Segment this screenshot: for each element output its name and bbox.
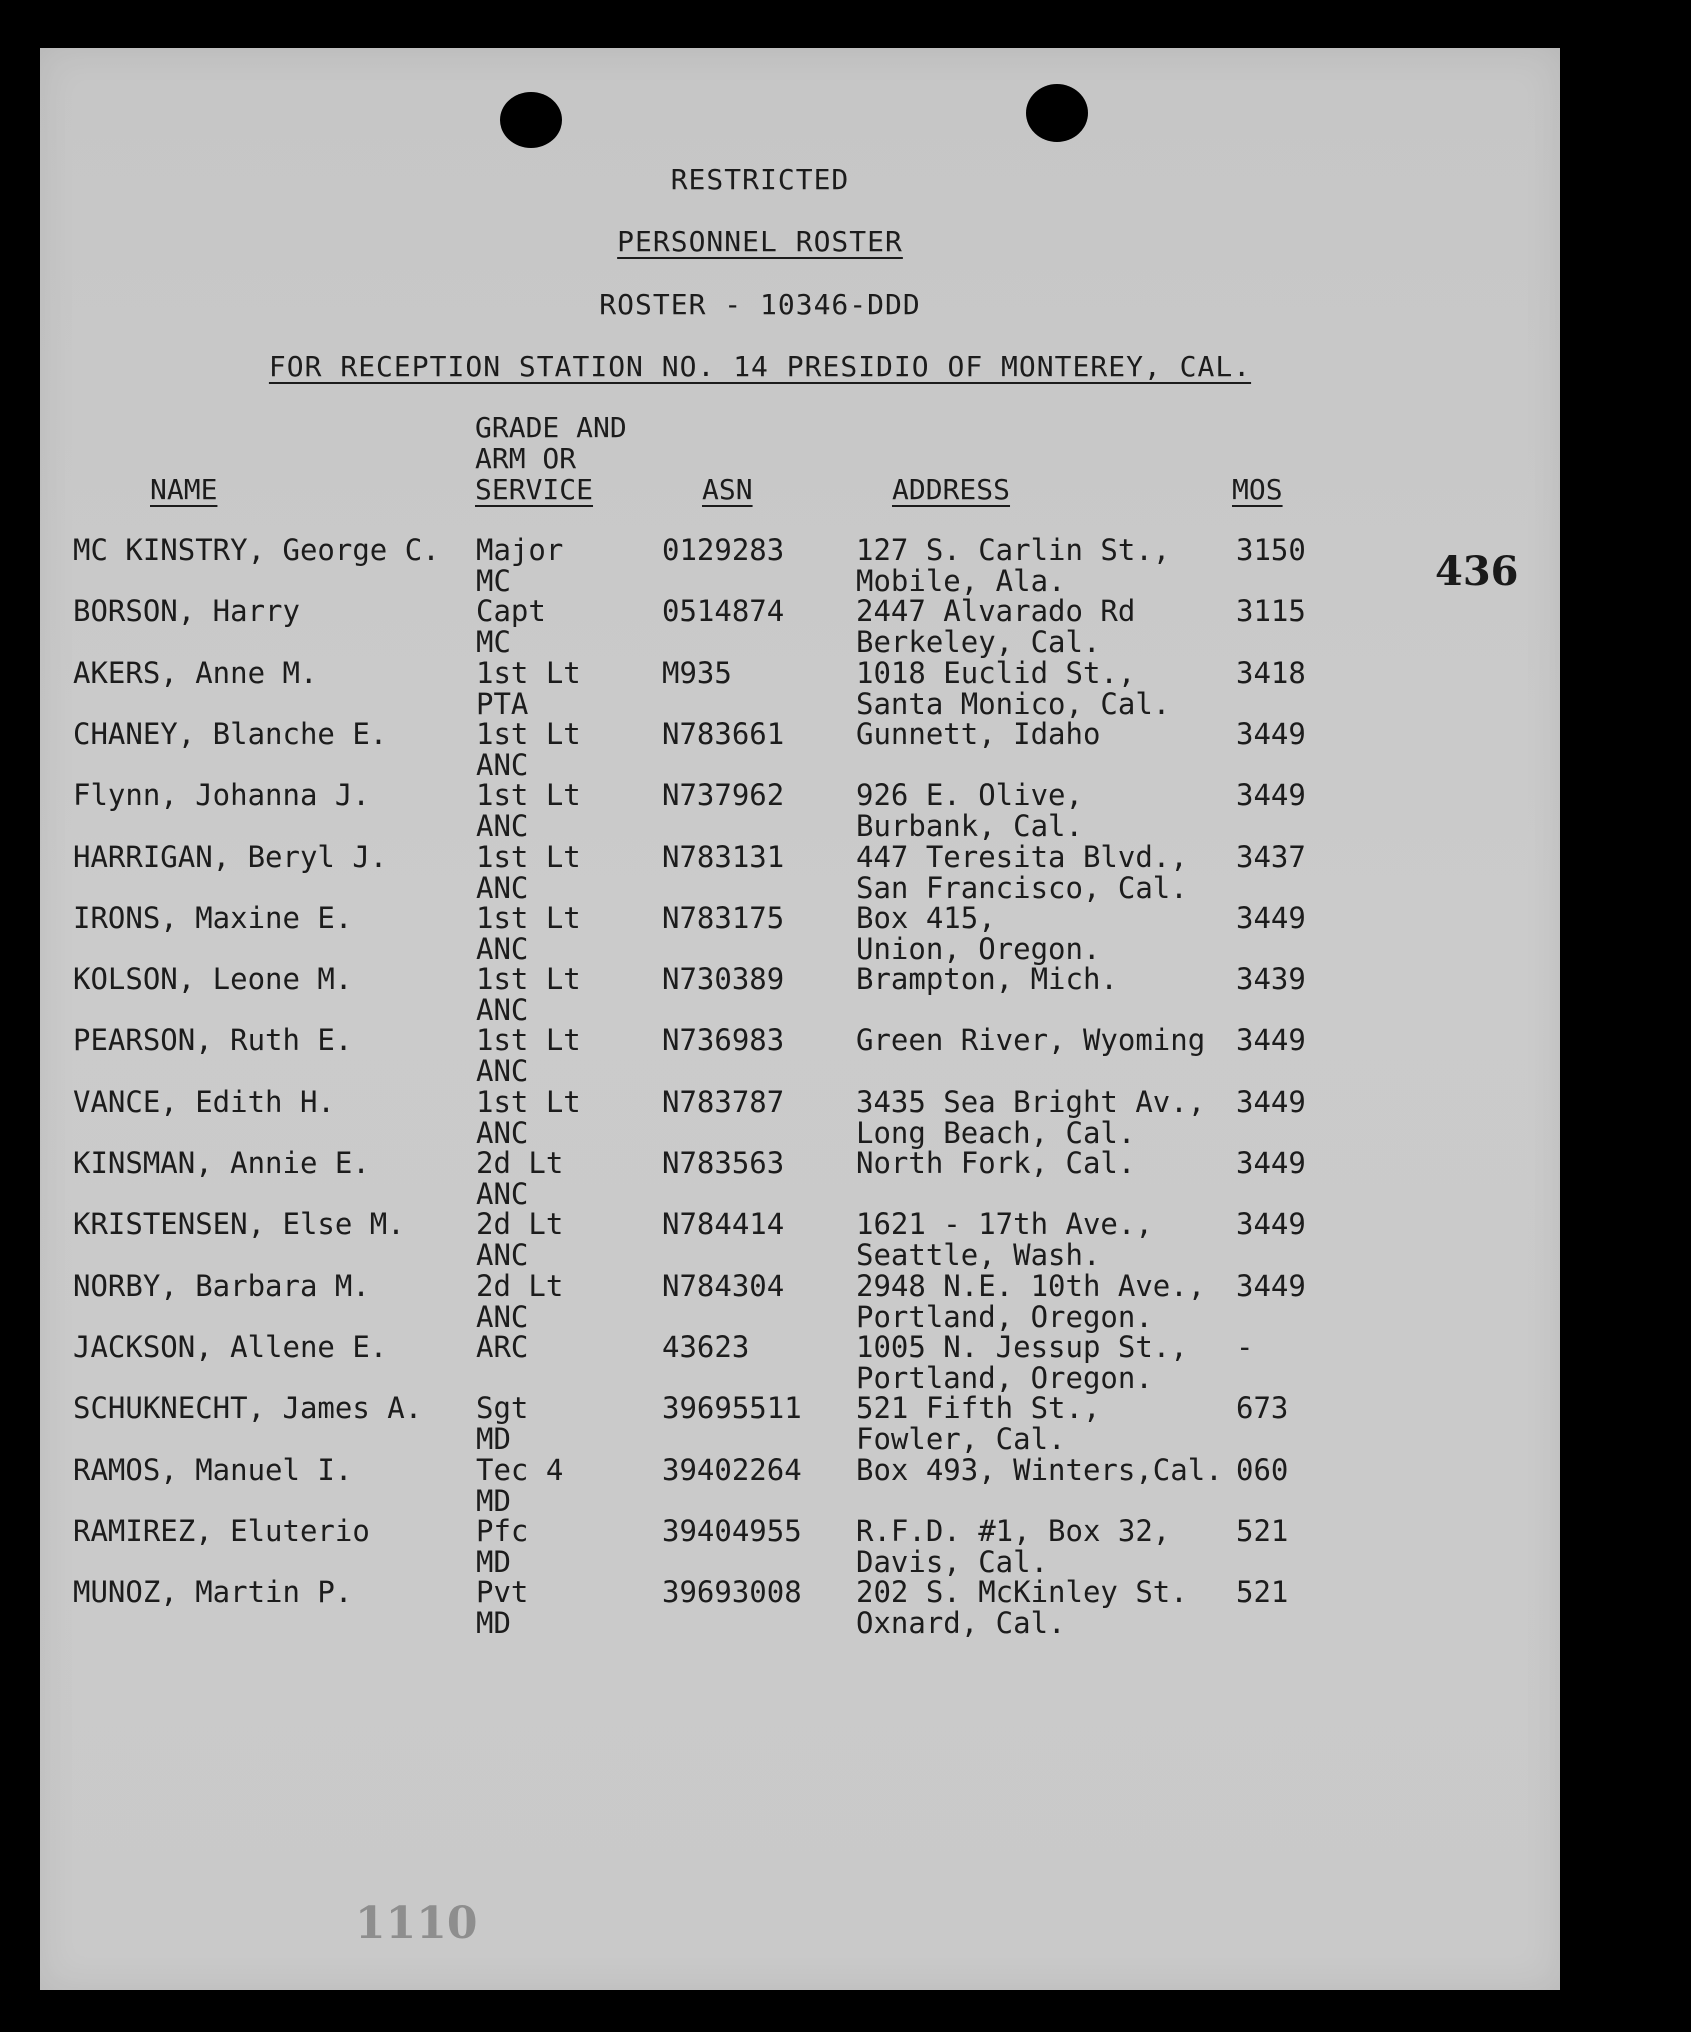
- roster-row-asn: [662, 1393, 802, 1424]
- roster-row-name-line1: BORSON, Harry: [73, 594, 300, 629]
- roster-row-address-line2: Berkeley, Cal.: [856, 625, 1101, 660]
- punch-hole-left: [500, 92, 562, 148]
- roster-row-name-line1: MUNOZ, Martin P.: [73, 1575, 353, 1610]
- roster-row-grade-line1: Sgt: [476, 1391, 529, 1426]
- roster-row-grade: [476, 780, 581, 842]
- station-line-text: FOR RECEPTION STATION NO. 14 PRESIDIO OF MONTEREY, CAL.: [268, 350, 1252, 383]
- roster-row-grade: [476, 839, 581, 905]
- roster-row-name: [73, 1393, 422, 1424]
- roster-row-asn: [662, 1025, 784, 1056]
- station-line: [40, 350, 1480, 383]
- roster-row-grade-line2: ANC: [476, 1115, 529, 1150]
- column-header-name: [150, 474, 217, 505]
- roster-row-grade-line2: ANC: [476, 1238, 529, 1273]
- roster-row-address: [856, 1148, 1135, 1179]
- roster-row-address-line2: Portland, Oregon.: [856, 1360, 1153, 1395]
- roster-row-grade-line2: MD: [476, 1606, 511, 1641]
- page-title: [40, 225, 1480, 258]
- roster-row-address-line2: Oxnard, Cal.: [856, 1606, 1066, 1641]
- roster-row-grade-line2: ANC: [476, 931, 529, 966]
- roster-row-mos: [1236, 1577, 1288, 1608]
- roster-row-name-line1: PEARSON, Ruth E.: [73, 1023, 353, 1058]
- roster-row-address-line1: 1018 Euclid St.,: [856, 655, 1136, 690]
- roster-row-name-line1: RAMOS, Manuel I.: [73, 1452, 353, 1487]
- roster-row-name-line1: MC KINSTRY, George C.: [73, 533, 440, 567]
- roster-row-address-line1: Box 493, Winters,Cal.: [856, 1452, 1223, 1487]
- roster-row-asn: [662, 839, 785, 874]
- roster-row-asn-line1: 0129283: [662, 533, 785, 567]
- roster-row-grade-line2: MD: [476, 1544, 511, 1579]
- roster-row-grade-line1: 1st Lt: [476, 1023, 581, 1058]
- roster-row-address-line1: 127 S. Carlin St.,: [856, 533, 1171, 567]
- roster-row-mos: [1236, 716, 1306, 751]
- roster-row-address: [856, 535, 1170, 597]
- roster-row-mos: [1236, 900, 1306, 935]
- roster-row-name: [73, 655, 318, 690]
- roster-row-grade-line1: 1st Lt: [476, 839, 581, 874]
- roster-row-grade: [476, 1148, 563, 1210]
- roster-row-asn: [662, 1452, 802, 1487]
- roster-row-name: [73, 1513, 370, 1548]
- roster-row-grade: [476, 1209, 563, 1271]
- roster-row-grade: [476, 1577, 528, 1639]
- roster-row-grade-line2: ANC: [476, 1299, 529, 1334]
- classification-label: RESTRICTED: [670, 163, 850, 196]
- roster-row-mos: [1236, 1513, 1289, 1548]
- roster-row-name: [73, 900, 353, 935]
- roster-row-asn-line1: N783175: [662, 900, 785, 935]
- roster-row-grade-line2: MD: [476, 1483, 511, 1518]
- roster-row-asn-line1: N783787: [662, 1084, 785, 1119]
- roster-row-address-line2: Davis, Cal.: [856, 1544, 1049, 1579]
- roster-row-name-line1: JACKSON, Allene E.: [73, 1329, 388, 1364]
- column-header-address: [892, 474, 1010, 505]
- roster-row-mos: [1236, 1329, 1254, 1364]
- roster-row-mos-line1: 521: [1236, 1575, 1289, 1610]
- roster-row-mos-line1: 3449: [1236, 1084, 1306, 1119]
- roster-row-grade-line1: 1st Lt: [476, 1084, 581, 1119]
- column-header-grade-line2: ARM OR: [475, 442, 577, 475]
- roster-row-mos: [1236, 1148, 1306, 1179]
- roster-row-grade-line2: ANC: [476, 747, 529, 782]
- roster-row-name: [73, 1084, 335, 1119]
- column-header-asn-text: ASN: [702, 473, 753, 506]
- roster-row-asn: [662, 1329, 750, 1364]
- roster-row-address-line2: San Francisco, Cal.: [856, 870, 1188, 905]
- roster-row-grade: [476, 1025, 581, 1087]
- bottom-stamp-number: 1110: [355, 1898, 478, 1949]
- roster-row-grade-line2: MC: [476, 625, 511, 660]
- roster-row-asn-line1: 39693008: [662, 1575, 802, 1610]
- roster-row-grade: [476, 964, 581, 1026]
- column-header-mos: [1232, 474, 1283, 505]
- roster-row-name: [73, 716, 388, 751]
- roster-row-grade-line1: 1st Lt: [476, 900, 581, 935]
- roster-row-mos: [1236, 839, 1306, 874]
- roster-row-address: [856, 1268, 1206, 1334]
- roster-row-grade-line1: 2d Lt: [476, 1207, 564, 1242]
- roster-row-grade-line1: 2d Lt: [476, 1268, 564, 1303]
- roster-row-grade-line2: PTA: [476, 686, 529, 721]
- roster-row-asn: [662, 716, 785, 751]
- roster-row-name: [73, 535, 440, 566]
- roster-row-mos: [1236, 964, 1306, 995]
- roster-row-asn: [662, 900, 785, 935]
- roster-row-grade: [476, 1393, 528, 1455]
- roster-row-grade-line2: ANC: [476, 809, 529, 844]
- roster-row-mos-line1: 3449: [1236, 900, 1306, 935]
- roster-row-name: [73, 1577, 352, 1608]
- roster-row-address: [856, 596, 1135, 658]
- roster-row-address-line1: 2447 Alvarado Rd: [856, 594, 1136, 629]
- roster-row-address-line2: Burbank, Cal.: [856, 809, 1083, 844]
- roster-row-grade: [476, 535, 563, 597]
- roster-row-asn: [662, 1577, 802, 1608]
- roster-row-grade-line2: ANC: [476, 1054, 529, 1089]
- roster-row-address-line1: 3435 Sea Bright Av.,: [856, 1084, 1206, 1119]
- roster-row-mos-line1: 3150: [1236, 533, 1306, 567]
- roster-row-grade: [476, 1452, 564, 1518]
- column-header-grade-line3: SERVICE: [475, 473, 594, 506]
- roster-row-name: [73, 1452, 353, 1487]
- roster-row-asn-line1: 43623: [662, 1329, 750, 1364]
- roster-row-asn-line1: 39404955: [662, 1513, 802, 1548]
- roster-row-mos-line1: 3439: [1236, 962, 1306, 997]
- roster-row-asn-line1: N784414: [662, 1207, 785, 1242]
- roster-row-address-line1: R.F.D. #1, Box 32,: [856, 1513, 1171, 1548]
- roster-row-address: [856, 839, 1188, 905]
- roster-row-name-line1: SCHUKNECHT, James A.: [73, 1391, 423, 1426]
- roster-row-address-line1: Gunnett, Idaho: [856, 716, 1101, 751]
- column-header-address-text: ADDRESS: [892, 473, 1011, 506]
- roster-row-asn-line1: N784304: [662, 1268, 785, 1303]
- roster-row-grade: [476, 1084, 581, 1150]
- roster-row-name-line1: AKERS, Anne M.: [73, 655, 318, 690]
- roster-row-mos-line1: 3449: [1236, 716, 1306, 751]
- roster-row-mos: [1236, 1209, 1306, 1240]
- roster-row-asn-line1: 39695511: [662, 1391, 802, 1426]
- roster-row-address-line2: Portland, Oregon.: [856, 1299, 1153, 1334]
- roster-row-mos: [1236, 1268, 1306, 1303]
- roster-row-grade: [476, 716, 581, 782]
- roster-row-address: [856, 1329, 1188, 1395]
- roster-row-grade-line1: Major: [476, 533, 564, 567]
- roster-row-mos-line1: -: [1236, 1329, 1254, 1364]
- roster-row-name-line1: KRISTENSEN, Else M.: [73, 1207, 405, 1242]
- column-header-asn: [702, 474, 753, 505]
- roster-row-address: [856, 716, 1101, 751]
- roster-row-address: [856, 1084, 1206, 1150]
- roster-row-grade-line1: Pvt: [476, 1575, 529, 1610]
- roster-row-name-line1: HARRIGAN, Beryl J.: [73, 839, 388, 874]
- roster-row-mos-line1: 060: [1236, 1452, 1289, 1487]
- roster-row-grade: [476, 1513, 529, 1579]
- roster-row-address: [856, 780, 1083, 842]
- roster-row-asn: [662, 655, 732, 690]
- roster-row-asn: [662, 964, 784, 995]
- roster-row-address-line1: 202 S. McKinley St.: [856, 1575, 1188, 1610]
- column-header-name-text: NAME: [150, 473, 218, 506]
- roster-page: [40, 48, 1560, 1990]
- roster-row-grade: [476, 1268, 564, 1334]
- roster-row-mos: [1236, 1025, 1306, 1056]
- roster-row-mos-line1: 3418: [1236, 655, 1306, 690]
- roster-row-name: [73, 1148, 370, 1179]
- roster-row-grade-line1: 1st Lt: [476, 962, 581, 997]
- roster-row-name: [73, 964, 352, 995]
- roster-row-mos-line1: 521: [1236, 1513, 1289, 1548]
- roster-row-name-line1: NORBY, Barbara M.: [73, 1268, 370, 1303]
- roster-row-mos: [1236, 1452, 1289, 1487]
- roster-row-grade-line1: Capt: [476, 594, 546, 629]
- roster-row-name-line1: KINSMAN, Annie E.: [73, 1146, 370, 1180]
- roster-row-mos: [1236, 655, 1306, 690]
- roster-row-address-line2: Union, Oregon.: [856, 931, 1101, 966]
- roster-row-mos-line1: 673: [1236, 1391, 1289, 1426]
- roster-row-grade-line1: Pfc: [476, 1513, 529, 1548]
- roster-row-mos: [1236, 596, 1306, 627]
- roster-id: ROSTER - 10346-DDD: [599, 288, 921, 321]
- roster-row-mos-line1: 3449: [1236, 1146, 1306, 1180]
- roster-row-asn: [662, 1513, 802, 1548]
- roster-row-grade-line1: 1st Lt: [476, 716, 581, 751]
- roster-row-address: [856, 1513, 1171, 1579]
- roster-row-address-line1: 1621 - 17th Ave.,: [856, 1207, 1153, 1242]
- roster-row-name-line1: CHANEY, Blanche E.: [73, 716, 388, 751]
- roster-row-grade-line2: MC: [476, 564, 511, 598]
- roster-row-asn: [662, 596, 784, 627]
- column-header-grade-line1: GRADE AND: [475, 411, 627, 444]
- roster-row-grade: [476, 1329, 529, 1364]
- roster-row-asn: [662, 1209, 784, 1240]
- roster-row-address-line2: Santa Monico, Cal.: [856, 686, 1171, 721]
- roster-row-address: [856, 1577, 1188, 1639]
- roster-row-name: [73, 1209, 405, 1240]
- roster-row-address: [856, 964, 1118, 995]
- roster-row-mos-line1: 3449: [1236, 1023, 1306, 1058]
- roster-row-address-line1: 1005 N. Jessup St.,: [856, 1329, 1188, 1364]
- roster-row-address-line1: 521 Fifth St.,: [856, 1391, 1101, 1426]
- roster-row-mos: [1236, 780, 1306, 811]
- roster-row-grade-line1: Tec 4: [476, 1452, 564, 1487]
- roster-row-address-line1: Box 415,: [856, 900, 996, 935]
- roster-row-mos-line1: 3449: [1236, 1207, 1306, 1242]
- roster-row-grade: [476, 900, 581, 966]
- roster-row-address: [856, 1452, 1223, 1487]
- roster-row-asn: [662, 1084, 785, 1119]
- roster-row-asn: [662, 535, 784, 566]
- roster-row-asn-line1: 39402264: [662, 1452, 802, 1487]
- roster-row-asn-line1: M935: [662, 655, 732, 690]
- roster-row-grade-line1: 2d Lt: [476, 1146, 564, 1180]
- roster-row-address: [856, 1393, 1100, 1455]
- roster-row-mos-line1: 3115: [1236, 594, 1306, 629]
- roster-row-name-line1: RAMIREZ, Eluterio: [73, 1513, 370, 1548]
- roster-row-asn: [662, 1268, 785, 1303]
- roster-row-name: [73, 596, 300, 627]
- roster-row-address-line2: Fowler, Cal.: [856, 1422, 1066, 1457]
- roster-row-asn-line1: 0514874: [662, 594, 785, 629]
- roster-row-asn-line1: N730389: [662, 962, 785, 997]
- roster-row-name-line1: IRONS, Maxine E.: [73, 900, 353, 935]
- roster-row-address-line2: Mobile, Ala.: [856, 564, 1066, 598]
- roster-row-name-line1: VANCE, Edith H.: [73, 1084, 335, 1119]
- roster-row-address: [856, 900, 1101, 966]
- roster-row-address-line1: 447 Teresita Blvd.,: [856, 839, 1188, 874]
- roster-row-grade: [476, 596, 546, 658]
- roster-row-asn-line1: N737962: [662, 778, 785, 813]
- roster-row-name: [73, 780, 370, 811]
- roster-row-grade-line2: ANC: [476, 1177, 529, 1211]
- roster-row-grade: [476, 655, 581, 721]
- roster-row-asn: [662, 780, 784, 811]
- roster-row-asn-line1: N783661: [662, 716, 785, 751]
- roster-row-asn-line1: N736983: [662, 1023, 785, 1058]
- column-header-mos-text: MOS: [1232, 473, 1283, 506]
- column-header-grade: [475, 412, 627, 505]
- punch-hole-right: [1026, 84, 1088, 142]
- roster-row-grade-line2: ANC: [476, 993, 529, 1028]
- roster-row-grade-line2: MD: [476, 1422, 511, 1457]
- roster-row-address-line1: North Fork, Cal.: [856, 1146, 1136, 1180]
- roster-row-address-line1: 2948 N.E. 10th Ave.,: [856, 1268, 1206, 1303]
- page-title-text: PERSONNEL ROSTER: [617, 225, 903, 258]
- roster-row-mos-line1: 3449: [1236, 778, 1306, 813]
- roster-row-grade-line1: 1st Lt: [476, 778, 581, 813]
- roster-row-address: [856, 655, 1171, 721]
- roster-row-address: [856, 1209, 1153, 1271]
- roster-row-name: [73, 1268, 370, 1303]
- roster-row-name: [73, 839, 388, 874]
- roster-row-address-line1: Brampton, Mich.: [856, 962, 1118, 997]
- roster-row-mos: [1236, 535, 1306, 566]
- roster-row-name: [73, 1025, 352, 1056]
- roster-row-address-line1: 926 E. Olive,: [856, 778, 1083, 813]
- roster-row-mos-line1: 3449: [1236, 1268, 1306, 1303]
- roster-row-asn: [662, 1148, 784, 1179]
- roster-row-asn-line1: N783563: [662, 1146, 785, 1180]
- roster-row-mos: [1236, 1084, 1306, 1119]
- roster-row-grade-line1: 1st Lt: [476, 655, 581, 690]
- roster-row-grade-line2: ANC: [476, 870, 529, 905]
- margin-page-number: 436: [1435, 548, 1519, 595]
- roster-row-name-line1: Flynn, Johanna J.: [73, 778, 370, 813]
- roster-row-address-line2: Seattle, Wash.: [856, 1238, 1101, 1273]
- roster-row-mos-line1: 3437: [1236, 839, 1306, 874]
- roster-row-address-line2: Long Beach, Cal.: [856, 1115, 1136, 1150]
- roster-row-mos: [1236, 1393, 1288, 1424]
- roster-row-grade-line1: ARC: [476, 1329, 529, 1364]
- roster-row-address-line1: Green River, Wyoming: [856, 1023, 1206, 1058]
- roster-row-name: [73, 1329, 388, 1364]
- roster-row-name-line1: KOLSON, Leone M.: [73, 962, 353, 997]
- roster-row-asn-line1: N783131: [662, 839, 785, 874]
- roster-row-address: [856, 1025, 1205, 1056]
